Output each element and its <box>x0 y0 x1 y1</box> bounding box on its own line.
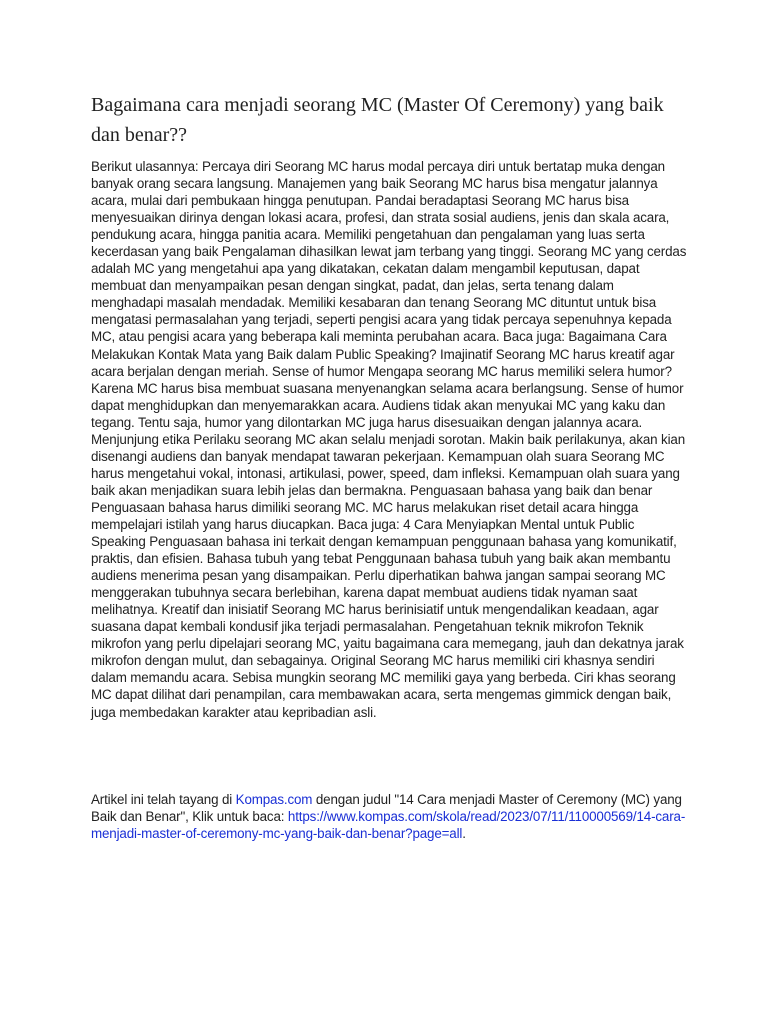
source-prefix: Artikel ini telah tayang di <box>91 792 236 807</box>
article-url-link[interactable]: https://www.kompas.com/skola/read/2023/07/11/110000569/14-cara-menjadi-master-of-ceremony-mc-yang-baik-dan-benar?page=all <box>91 809 686 842</box>
source-attribution <box>91 791 687 842</box>
article-body: Berikut ulasannya: Percaya diri Seorang MC harus modal percaya diri untuk bertatap muka dengan banyak orang secara langsung. Manajemen yang baik Seorang MC harus bisa mengatur jalannya acara, mulai dari pembukaan hingga penutupan. Pandai beradaptasi Seorang MC harus bisa menyesuaikan dirinya dengan lokasi acara, profesi, dan strata sosial audiens, jenis dan skala acara, pendukung acara, hingga panitia acara. Memiliki pengetahuan dan pengalaman yang luas serta kecerdasan yang baik Pengalaman dihasilkan lewat jam terbang yang tinggi. Seorang MC yang cerdas adalah MC yang mengetahui apa yang dikatakan, cekatan dalam mengambil keputusan, dapat membuat dan menyampaikan pesan dengan singkat, padat, dan jelas, serta tenang dalam menghadapi masalah mendadak. Memiliki kesabaran dan tenang Seorang MC dituntut untuk bisa mengatasi permasalahan yang terjadi, seperti pengisi acara yang tidak percaya sepenuhnya kepada MC, atau pengisi acara yang beberapa kali meminta perubahan acara. Baca juga: Bagaimana Cara Melakukan Kontak Mata yang Baik dalam Public Speaking? Imajinatif Seorang MC harus kreatif agar acara berjalan dengan meriah. Sense of humor Mengapa seorang MC harus memiliki selera humor?Karena MC harus bisa membuat suasana menyenangkan selama acara berlangsung. Sense of humor dapat menghidupkan dan menyemarakkan acara. Audiens tidak akan menyukai MC yang kaku dan tegang. Tentu saja, humor yang dilontarkan MC juga harus disesuaikan dengan jalannya acara. Menjunjung etika Perilaku seorang MC akan selalu menjadi sorotan. Makin baik perilakunya, akan kian disenangi audiens dan banyak mendapat tawaran pekerjaan. Kemampuan olah suara Seorang MC harus mengetahui vokal, intonasi, artikulasi, power, speed, dam infleksi. Kemampuan olah suara yang baik akan menjadikan suara lebih jelas dan bermakna. Penguasaan bahasa yang baik dan benar Penguasaan bahasa harus dimiliki seorang MC. MC harus melakukan riset detail acara hingga mempelajari istilah yang harus diucapkan. Baca juga: 4 Cara Menyiapkan Mental untuk Public Speaking Penguasaan bahasa ini terkait dengan kemampuan penggunaan bahasa yang komunikatif, praktis, dan efisien. Bahasa tubuh yang tebat Penggunaan bahasa tubuh yang baik akan membantu audiens menerima pesan yang disampaikan. Perlu diperhatikan bahwa jangan sampai seorang MC menggerakan tubuhnya secara berlebihan, karena dapat membuat audiens tidak nyaman saat melihatnya. Kreatif dan inisiatif Seorang MC harus berinisiatif untuk mengendalikan keadaan, agar suasana dapat kembali kondusif jika terjadi permasalahan. Pengetahuan teknik mikrofon Teknik mikrofon yang perlu dipelajari seorang MC, yaitu bagaimana cara memegang, jauh dan dekatnya jarak mikrofon dengan mulut, dan sebagainya. Original Seorang MC harus memiliki ciri khasnya sendiri dalam memandu acara. Sebisa mungkin seorang MC memiliki gaya yang berbeda. Ciri khas seorang MC dapat dilihat dari penampilan, cara membawakan acara, serta mengemas gimmick dengan baik, juga membedakan karakter atau kepribadian asli. <box>91 159 687 720</box>
publisher-link[interactable]: Kompas.com <box>235 792 313 807</box>
source-suffix: . <box>462 826 466 842</box>
article-title: Bagaimana cara menjadi seorang MC (Master Of Ceremony) yang baik dan benar?? <box>91 94 664 146</box>
source-middle: dengan judul "14 Cara menjadi Master of Ceremony (MC) yang Baik dan Benar", Klik untuk baca: <box>91 792 682 825</box>
